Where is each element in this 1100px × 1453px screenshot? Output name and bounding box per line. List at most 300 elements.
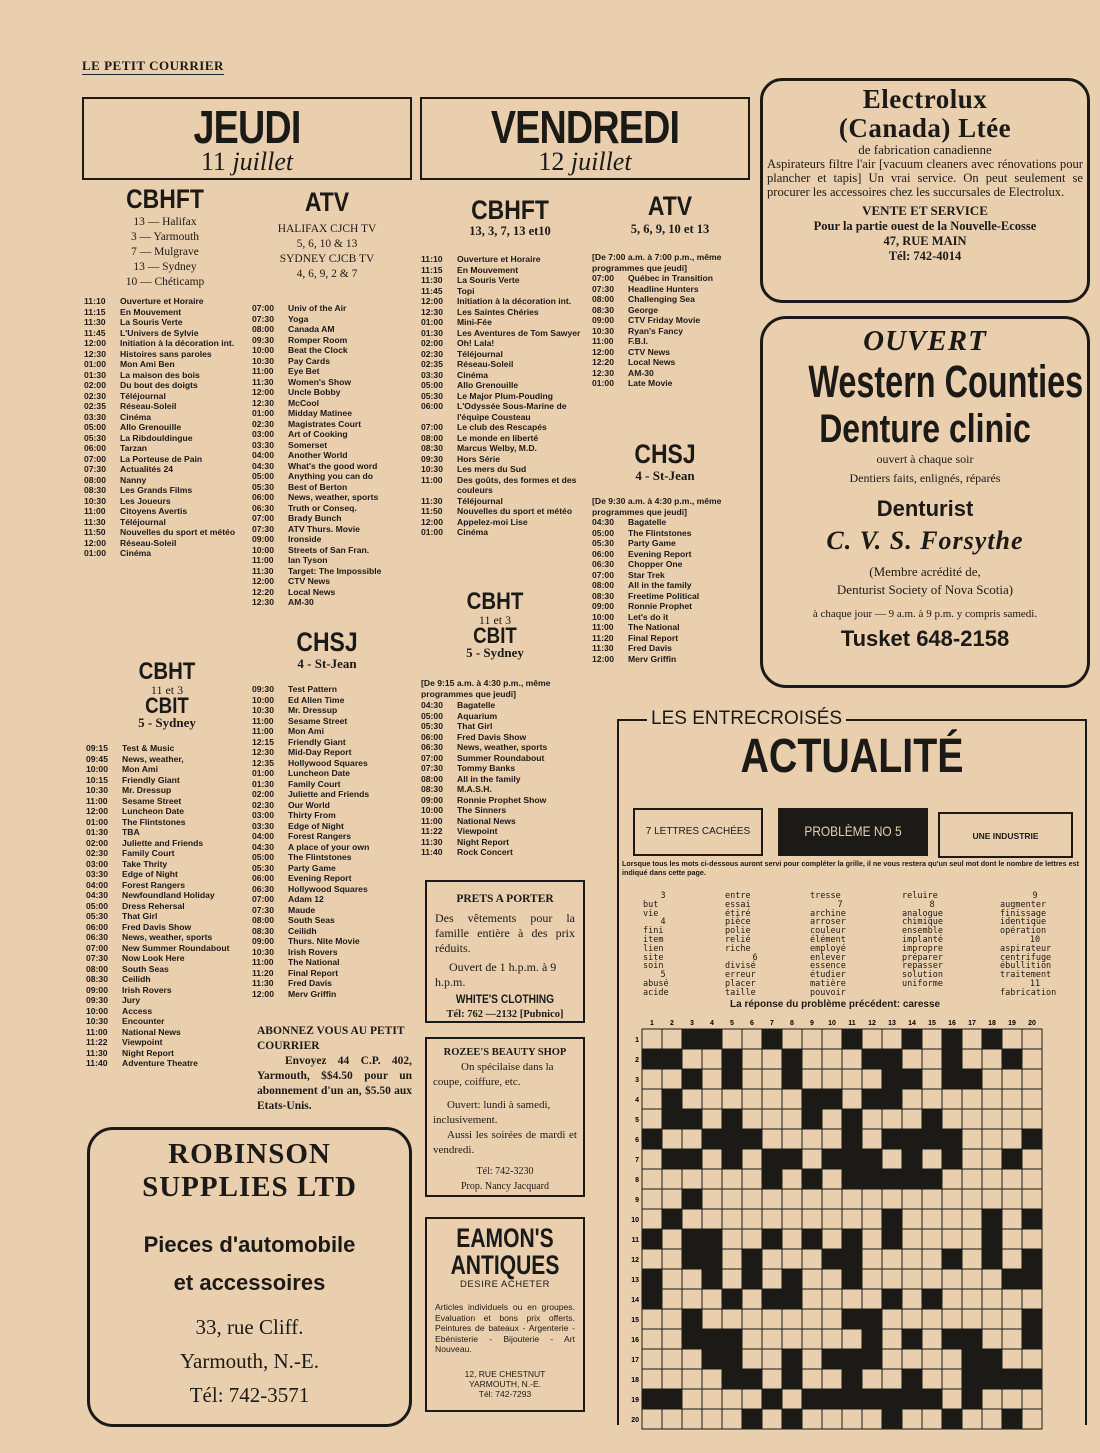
grid-cell[interactable] [762, 1189, 782, 1209]
grid-cell[interactable] [1002, 1209, 1022, 1229]
schedule-row [86, 775, 246, 786]
grid-cell[interactable] [762, 1109, 782, 1129]
grid-cell[interactable] [762, 1209, 782, 1229]
grid-cell[interactable] [662, 1189, 682, 1209]
grid-cell[interactable] [982, 1089, 1002, 1109]
schedule-row [252, 957, 412, 968]
grid-cell[interactable] [962, 1309, 982, 1329]
grid-cell[interactable] [822, 1409, 842, 1429]
grid-cell[interactable] [842, 1189, 862, 1209]
grid-cell[interactable] [942, 1369, 962, 1389]
grid-cell-black [1002, 1149, 1022, 1169]
grid-cell[interactable] [702, 1209, 722, 1229]
grid-cell[interactable] [742, 1389, 762, 1409]
schedule-program: Mr. Dressup [122, 785, 172, 795]
grid-cell[interactable] [702, 1169, 722, 1189]
schedule-program: Women's Show [288, 376, 352, 387]
grid-cell[interactable] [662, 1249, 682, 1269]
grid-cell[interactable] [742, 1349, 762, 1369]
grid-cell[interactable] [702, 1369, 722, 1389]
grid-cell[interactable] [1022, 1229, 1042, 1249]
grid-cell[interactable] [802, 1309, 822, 1329]
problem-label: PROBLÈME NO 5 [804, 823, 902, 839]
grid-cell[interactable] [702, 1069, 722, 1089]
grid-cell[interactable] [962, 1409, 982, 1429]
grid-cell[interactable] [822, 1329, 842, 1349]
grid-cell[interactable] [922, 1229, 942, 1249]
grid-cell[interactable] [962, 1249, 982, 1269]
schedule-time: 06:30 [592, 559, 614, 569]
grid-cell[interactable] [842, 1069, 862, 1089]
grid-cell[interactable] [1002, 1089, 1022, 1109]
grid-cell[interactable] [1002, 1229, 1022, 1249]
grid-cell[interactable] [1022, 1069, 1042, 1089]
grid-cell[interactable] [902, 1269, 922, 1289]
grid-cell[interactable] [942, 1309, 962, 1329]
grid-cell[interactable] [1002, 1169, 1022, 1189]
grid-cell[interactable] [862, 1249, 882, 1269]
grid-cell[interactable] [702, 1089, 722, 1109]
grid-cell[interactable] [902, 1109, 922, 1129]
grid-cell[interactable] [742, 1089, 762, 1109]
grid-cell[interactable] [902, 1189, 922, 1209]
schedule-time: 09:00 [421, 794, 443, 805]
grid-cell[interactable] [922, 1409, 942, 1429]
grid-cell[interactable] [682, 1369, 702, 1389]
grid-cell[interactable] [682, 1389, 702, 1409]
grid-cell-black [842, 1109, 862, 1129]
grid-cell[interactable] [922, 1049, 942, 1069]
grid-cell[interactable] [682, 1049, 702, 1069]
grid-cell[interactable] [682, 1289, 702, 1309]
grid-cell[interactable] [982, 1409, 1002, 1429]
grid-cell[interactable] [982, 1149, 1002, 1169]
grid-cell[interactable] [762, 1369, 782, 1389]
grid-cell[interactable] [902, 1349, 922, 1369]
grid-cell[interactable] [922, 1189, 942, 1209]
grid-cell[interactable] [822, 1289, 842, 1309]
grid-cell[interactable] [1002, 1329, 1022, 1349]
grid-cell-black [922, 1389, 942, 1409]
grid-cell[interactable] [682, 1089, 702, 1109]
grid-cell[interactable] [782, 1389, 802, 1409]
grid-cell[interactable] [742, 1289, 762, 1309]
grid-cell[interactable] [762, 1349, 782, 1369]
grid-cell[interactable] [642, 1409, 662, 1429]
schedule-row [252, 534, 412, 545]
grid-cell[interactable] [942, 1269, 962, 1289]
grid-cell[interactable] [782, 1209, 802, 1229]
grid-cell[interactable] [1002, 1249, 1022, 1269]
grid-cell[interactable] [782, 1309, 802, 1329]
grid-cell[interactable] [922, 1349, 942, 1369]
grid-cell[interactable] [702, 1149, 722, 1169]
grid-cell[interactable] [982, 1289, 1002, 1309]
grid-cell[interactable] [942, 1089, 962, 1109]
grid-cell[interactable] [942, 1109, 962, 1129]
grid-cell[interactable] [962, 1149, 982, 1169]
grid-cell[interactable] [902, 1229, 922, 1249]
grid-cell[interactable] [662, 1409, 682, 1429]
grid-cell[interactable] [942, 1289, 962, 1309]
grid-cell[interactable] [762, 1129, 782, 1149]
grid-cell[interactable] [802, 1349, 822, 1369]
schedule-program: Ouverture et Horaire [120, 296, 204, 306]
grid-cell[interactable] [982, 1389, 1002, 1409]
grid-cell[interactable] [962, 1109, 982, 1129]
grid-cell[interactable] [822, 1169, 842, 1189]
grid-cell[interactable] [962, 1169, 982, 1189]
grid-cell[interactable] [822, 1069, 842, 1089]
grid-cell[interactable] [642, 1149, 662, 1169]
grid-cell[interactable] [722, 1269, 742, 1289]
grid-cell[interactable] [922, 1249, 942, 1269]
grid-cell[interactable] [862, 1209, 882, 1229]
grid-cell[interactable] [662, 1029, 682, 1049]
grid-cell[interactable] [682, 1269, 702, 1289]
grid-cell[interactable] [982, 1169, 1002, 1189]
grid-cell[interactable] [642, 1309, 662, 1329]
grid-cell[interactable] [1002, 1029, 1022, 1049]
grid-cell[interactable] [642, 1189, 662, 1209]
grid-cell[interactable] [862, 1269, 882, 1289]
grid-cell[interactable] [682, 1349, 702, 1369]
grid-cell[interactable] [782, 1129, 802, 1149]
grid-cell[interactable] [662, 1309, 682, 1329]
grid-cell[interactable] [782, 1189, 802, 1209]
grid-cell[interactable] [762, 1089, 782, 1109]
grid-cell[interactable] [662, 1129, 682, 1149]
grid-cell[interactable] [642, 1109, 662, 1129]
grid-cell[interactable] [902, 1409, 922, 1429]
grid-cell[interactable] [982, 1269, 1002, 1289]
grid-cell[interactable] [842, 1209, 862, 1229]
grid-cell[interactable] [642, 1069, 662, 1089]
grid-cell[interactable] [802, 1149, 822, 1169]
schedule-time: 12:00 [252, 387, 274, 397]
grid-cell[interactable] [722, 1209, 742, 1229]
grid-cell[interactable] [702, 1109, 722, 1129]
grid-cell[interactable] [1022, 1029, 1042, 1049]
grid-cell[interactable] [902, 1049, 922, 1069]
grid-cell[interactable] [662, 1329, 682, 1349]
grid-cell[interactable] [882, 1149, 902, 1169]
electrolux-sub: Pour la partie ouest de la Nouvelle-Ecosse [813, 219, 1037, 233]
grid-cell[interactable] [922, 1029, 942, 1049]
grid-cell-black [782, 1069, 802, 1089]
grid-cell[interactable] [702, 1289, 722, 1309]
grid-cell[interactable] [942, 1229, 962, 1249]
grid-cell[interactable] [782, 1229, 802, 1249]
grid-cell[interactable] [842, 1329, 862, 1349]
grid-cell[interactable] [1022, 1289, 1042, 1309]
grid-cell[interactable] [942, 1349, 962, 1369]
grid-cell[interactable] [842, 1049, 862, 1069]
grid-cell[interactable] [902, 1249, 922, 1269]
grid-cell[interactable] [1022, 1349, 1042, 1369]
grid-cell[interactable] [962, 1269, 982, 1289]
grid-cell[interactable] [722, 1389, 742, 1409]
grid-cell[interactable] [842, 1289, 862, 1309]
grid-cell[interactable] [642, 1169, 662, 1189]
grid-cell[interactable] [642, 1349, 662, 1369]
grid-cell[interactable] [662, 1169, 682, 1189]
grid-cell[interactable] [762, 1249, 782, 1269]
schedule-row [421, 401, 589, 422]
grid-cell[interactable] [882, 1349, 902, 1369]
grid-cell[interactable] [722, 1169, 742, 1189]
grid-cell[interactable] [802, 1409, 822, 1429]
schedule-time: 06:00 [86, 921, 108, 932]
grid-cell[interactable] [902, 1089, 922, 1109]
grid-cell[interactable] [762, 1269, 782, 1289]
grid-cell[interactable] [762, 1409, 782, 1429]
schedule-program: Evening Report [288, 873, 352, 883]
grid-cell[interactable] [822, 1109, 842, 1129]
grid-cell[interactable] [962, 1209, 982, 1229]
grid-cell[interactable] [942, 1389, 962, 1409]
grid-cell[interactable] [982, 1129, 1002, 1149]
grid-cell[interactable] [742, 1229, 762, 1249]
grid-cell[interactable] [822, 1189, 842, 1209]
schedule-time: 01:00 [252, 768, 274, 778]
grid-cell[interactable] [662, 1289, 682, 1309]
grid-cell[interactable] [922, 1069, 942, 1089]
grid-cell[interactable] [862, 1029, 882, 1049]
grid-cell[interactable] [1002, 1189, 1022, 1209]
grid-cell[interactable] [722, 1409, 742, 1429]
grid-cell[interactable] [782, 1249, 802, 1269]
schedule-program: Forest Rangers [288, 831, 352, 841]
schedule-program: Téléjournal [120, 516, 166, 527]
grid-cell[interactable] [802, 1369, 822, 1389]
grid-cell[interactable] [702, 1189, 722, 1209]
grid-cell[interactable] [822, 1049, 842, 1069]
grid-cell[interactable] [642, 1209, 662, 1229]
grid-cell[interactable] [822, 1029, 842, 1049]
grid-cell[interactable] [1002, 1309, 1022, 1329]
grid-cell[interactable] [742, 1029, 762, 1049]
grid-cell[interactable] [802, 1029, 822, 1049]
grid-cell[interactable] [1022, 1089, 1042, 1109]
grid-cell[interactable] [822, 1129, 842, 1149]
grid-cell[interactable] [962, 1229, 982, 1249]
schedule-row [421, 763, 591, 774]
grid-cell[interactable] [742, 1309, 762, 1329]
grid-cell[interactable] [822, 1229, 842, 1249]
word-list-item: impropre [902, 943, 943, 954]
grid-cell[interactable] [862, 1409, 882, 1429]
grid-cell[interactable] [782, 1109, 802, 1129]
grid-cell[interactable] [922, 1269, 942, 1289]
grid-cell[interactable] [882, 1369, 902, 1389]
grid-cell[interactable] [1002, 1389, 1022, 1409]
grid-cell[interactable] [922, 1329, 942, 1349]
grid-cell[interactable] [762, 1329, 782, 1349]
grid-cell[interactable] [922, 1369, 942, 1389]
grid-cell[interactable] [882, 1109, 902, 1129]
grid-cell[interactable] [802, 1269, 822, 1289]
grid-cell[interactable] [642, 1329, 662, 1349]
grid-cell[interactable] [882, 1329, 902, 1349]
schedule-time: 04:30 [86, 890, 108, 900]
grid-cell[interactable] [882, 1029, 902, 1049]
station-name-2: CBIT [473, 623, 517, 648]
grid-cell[interactable] [882, 1309, 902, 1329]
grid-cell[interactable] [642, 1089, 662, 1109]
grid-cell[interactable] [982, 1309, 1002, 1329]
grid-cell[interactable] [722, 1249, 742, 1269]
grid-cell[interactable] [742, 1149, 762, 1169]
grid-cell[interactable] [902, 1289, 922, 1309]
grid-cell[interactable] [822, 1369, 842, 1389]
grid-cell[interactable] [862, 1229, 882, 1249]
grid-cell[interactable] [642, 1249, 662, 1269]
grid-cell[interactable] [682, 1409, 702, 1429]
grid-cell[interactable] [1022, 1109, 1042, 1129]
grid-cell[interactable] [802, 1189, 822, 1209]
grid-cell[interactable] [762, 1069, 782, 1089]
grid-cell[interactable] [922, 1149, 942, 1169]
grid-cell[interactable] [1022, 1149, 1042, 1169]
grid-cell[interactable] [802, 1209, 822, 1229]
grid-cell[interactable] [822, 1269, 842, 1289]
grid-cell[interactable] [662, 1229, 682, 1249]
grid-cell[interactable] [782, 1089, 802, 1109]
grid-cell[interactable] [942, 1209, 962, 1229]
grid-cell[interactable] [1002, 1289, 1022, 1309]
grid-cell[interactable] [982, 1069, 1002, 1089]
grid-cell[interactable] [1022, 1389, 1042, 1409]
grid-cell[interactable] [802, 1069, 822, 1089]
grid-cell[interactable] [982, 1329, 1002, 1349]
grid-cell[interactable] [782, 1169, 802, 1189]
grid-cell[interactable] [662, 1269, 682, 1289]
grid-cell[interactable] [962, 1049, 982, 1069]
grid-cell[interactable] [782, 1029, 802, 1049]
schedule-row [84, 506, 244, 517]
grid-cell[interactable] [802, 1249, 822, 1269]
grid-cell[interactable] [722, 1089, 742, 1109]
grid-cell[interactable] [922, 1309, 942, 1329]
grid-cell[interactable] [922, 1209, 942, 1229]
grid-cell[interactable] [742, 1329, 762, 1349]
schedule-row [592, 633, 752, 644]
grid-cell[interactable] [742, 1209, 762, 1229]
grid-cell[interactable] [902, 1209, 922, 1229]
grid-cell[interactable] [662, 1069, 682, 1089]
grid-cell[interactable] [862, 1289, 882, 1309]
grid-cell[interactable] [962, 1129, 982, 1149]
grid-cell[interactable] [862, 1109, 882, 1129]
grid-cell[interactable] [802, 1129, 822, 1149]
grid-cell[interactable] [802, 1049, 822, 1069]
grid-cell[interactable] [862, 1069, 882, 1089]
grid-cell[interactable] [962, 1089, 982, 1109]
grid-cell[interactable] [1022, 1049, 1042, 1069]
grid-cell[interactable] [1022, 1189, 1042, 1209]
grid-cell[interactable] [682, 1169, 702, 1189]
grid-cell[interactable] [1002, 1349, 1022, 1369]
grid-cell[interactable] [742, 1169, 762, 1189]
schedule-time: 06:00 [252, 492, 274, 502]
word-list-item: uniforme [902, 978, 943, 989]
grid-cell[interactable] [1002, 1109, 1022, 1129]
grid-cell[interactable] [982, 1049, 1002, 1069]
grid-cell[interactable] [942, 1169, 962, 1189]
grid-cell[interactable] [742, 1189, 762, 1209]
grid-cell[interactable] [902, 1309, 922, 1329]
grid-cell[interactable] [922, 1089, 942, 1109]
grid-cell[interactable] [662, 1349, 682, 1369]
grid-cell[interactable] [842, 1409, 862, 1429]
schedule-row [252, 726, 412, 737]
grid-cell[interactable] [842, 1089, 862, 1109]
grid-cell[interactable] [1022, 1169, 1042, 1189]
grid-cell[interactable] [642, 1369, 662, 1389]
schedule-time: 01:30 [421, 327, 443, 338]
grid-cell[interactable] [862, 1369, 882, 1389]
grid-cell[interactable] [722, 1229, 742, 1249]
schedule-time: 11:30 [421, 836, 443, 847]
grid-cell[interactable] [982, 1109, 1002, 1129]
grid-cell[interactable] [962, 1189, 982, 1209]
grid-cell[interactable] [642, 1029, 662, 1049]
grid-cell[interactable] [982, 1189, 1002, 1209]
grid-cell[interactable] [882, 1249, 902, 1269]
grid-cell[interactable] [762, 1049, 782, 1069]
grid-cell[interactable] [682, 1209, 702, 1229]
grid-cell[interactable] [682, 1129, 702, 1149]
grid-cell[interactable] [862, 1189, 882, 1209]
grid-cell[interactable] [862, 1129, 882, 1149]
grid-cell[interactable] [942, 1189, 962, 1209]
schedule-program: Fred Davis Show [122, 921, 192, 932]
grid-cell[interactable] [722, 1309, 742, 1329]
grid-cell[interactable] [962, 1289, 982, 1309]
grid-cell[interactable] [702, 1389, 722, 1409]
grid-cell-black [882, 1169, 902, 1189]
grid-cell[interactable] [742, 1109, 762, 1129]
grid-cell[interactable] [702, 1309, 722, 1329]
crossword-grid[interactable] [628, 1015, 1068, 1424]
word-list-item: traitement [1000, 970, 1052, 981]
grid-cell[interactable] [762, 1309, 782, 1329]
grid-cell[interactable] [882, 1269, 902, 1289]
grid-cell[interactable] [722, 1029, 742, 1049]
grid-cell[interactable] [1002, 1129, 1022, 1149]
grid-cell[interactable] [822, 1209, 842, 1229]
grid-cell[interactable] [742, 1049, 762, 1069]
station-sub: 5, 6, 9, 10 et 13 [630, 222, 710, 236]
grid-cell[interactable] [822, 1309, 842, 1329]
schedule-program: Mon Ami [122, 764, 158, 774]
grid-cell[interactable] [962, 1029, 982, 1049]
grid-cell[interactable] [1002, 1069, 1022, 1089]
schedule-program: News, weather, [122, 753, 184, 764]
grid-cell[interactable] [742, 1069, 762, 1089]
grid-cell[interactable] [702, 1409, 722, 1429]
grid-cell[interactable] [802, 1289, 822, 1309]
grid-cell[interactable] [702, 1049, 722, 1069]
schedule-row [84, 527, 244, 538]
grid-cell[interactable] [802, 1329, 822, 1349]
grid-cell[interactable] [1022, 1409, 1042, 1429]
grid-cell[interactable] [722, 1189, 742, 1209]
grid-cell[interactable] [662, 1369, 682, 1389]
grid-cell[interactable] [882, 1189, 902, 1209]
grid-cell[interactable] [782, 1329, 802, 1349]
